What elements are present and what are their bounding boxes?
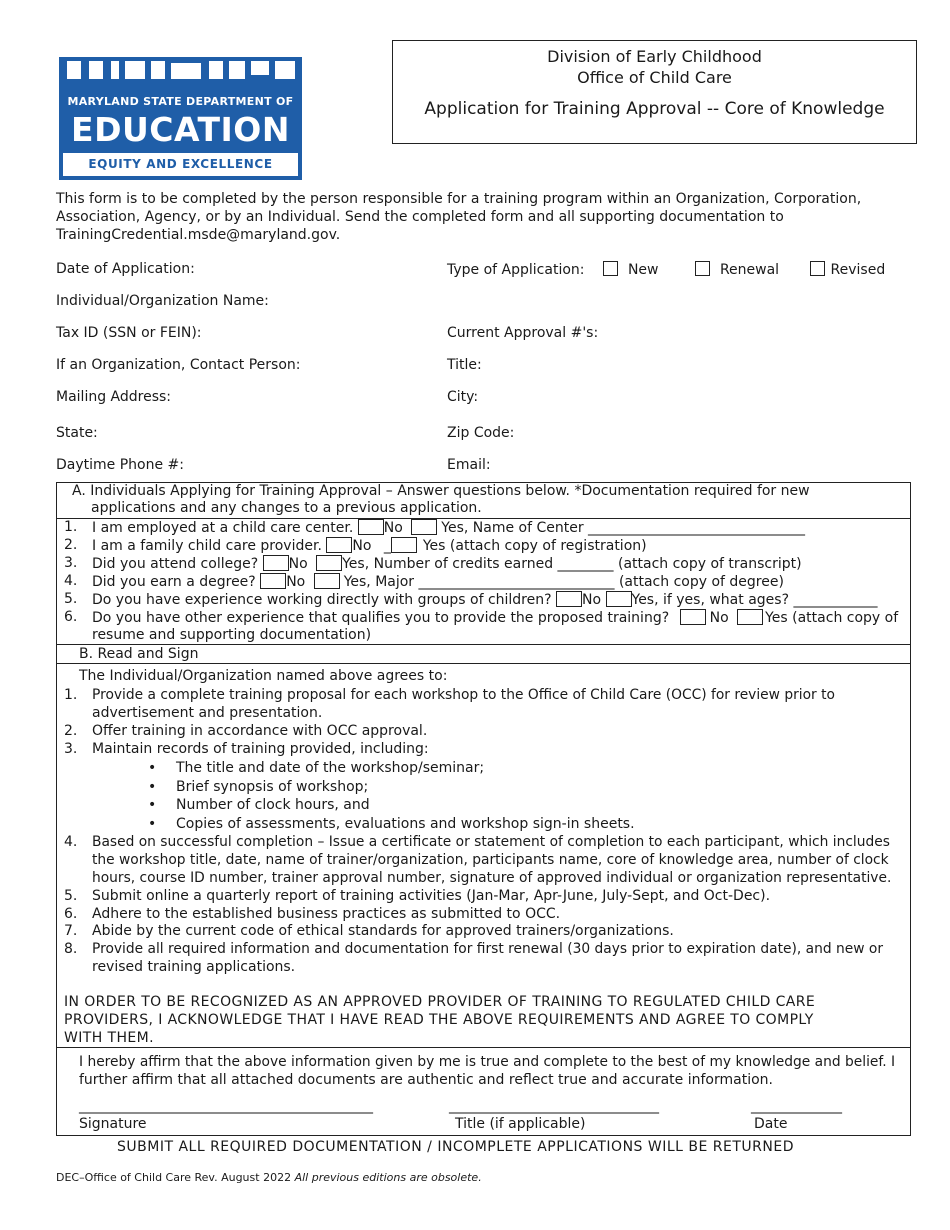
q3-no-box[interactable] (263, 555, 289, 571)
q5-yes-box[interactable] (606, 591, 632, 607)
item-3: Maintain records of training provided, including: (92, 741, 429, 757)
city-label: City: (447, 389, 479, 405)
office-name: Office of Child Care (577, 68, 732, 87)
q2-no-box[interactable] (326, 537, 352, 553)
obsolete-note: All previous editions are obsolete. (294, 1171, 482, 1184)
date-line[interactable]: _____________ (751, 1098, 842, 1114)
new-label: New (627, 262, 659, 278)
q3-num: 3. (64, 555, 78, 571)
org-name-label: Individual/Organization Name: (56, 293, 269, 309)
bullet-1: The title and date of the workshop/seminar; (176, 760, 485, 776)
section-a-heading-cont: applications and any changes to a previous application. (91, 500, 482, 516)
item-2: Offer training in accordance with OCC approval. (92, 723, 428, 739)
q6-yes-box[interactable] (737, 609, 763, 625)
section-a-heading: A. Individuals Applying for Training Approval – Answer questions below. *Documentation required for new (72, 483, 810, 499)
question-2 (92, 537, 647, 554)
bullet-icon: • (148, 760, 157, 776)
q2-no: No (352, 538, 372, 554)
item-8: Provide all required information and documentation for first renewal (30 days prior to expiration date), and new or (92, 941, 884, 957)
section-b-heading: B. Read and Sign (79, 646, 199, 662)
bullet-4: Copies of assessments, evaluations and workshop sign-in sheets. (176, 816, 635, 832)
item-5: Submit online a quarterly report of training activities (Jan-Mar, Apr-June, July-Sept, and Oct-Dec). (92, 888, 771, 904)
q3-yes: Yes, Number of credits earned ________ (attach copy of transcript) (342, 556, 802, 572)
q4-no: No (286, 574, 306, 590)
affirm-line: I hereby affirm that the above information given by me is true and complete to the best of my knowledge and belief. I (79, 1054, 896, 1070)
contact-person-label: If an Organization, Contact Person: (56, 357, 301, 373)
q6-no-box[interactable] (680, 609, 706, 625)
approval-number-label: Current Approval #'s: (447, 325, 599, 341)
q1-text: I am employed at a child care center. (92, 520, 354, 536)
q2-text: I am a family child care provider. (92, 538, 322, 554)
q6-text: Do you have other experience that qualifies you to provide the proposed training? (92, 610, 670, 626)
q3-text: Did you attend college? (92, 556, 259, 572)
q1-no-box[interactable] (358, 519, 384, 535)
q4-no-box[interactable] (260, 573, 286, 589)
submit-notice: SUBMIT ALL REQUIRED DOCUMENTATION / INCOMPLETE APPLICATIONS WILL BE RETURNED (117, 1139, 795, 1155)
q5-yes: Yes, if yes, what ages? ____________ (631, 592, 878, 608)
item-4-cont: hours, course ID number, trainer approval number, signature of approved individual or organization representative. (92, 870, 892, 886)
acknowledgement-caps: PROVIDERS, I ACKNOWLEDGE THAT I HAVE READ THE ABOVE REQUIREMENTS AND AGREE TO COMPLY (64, 1012, 814, 1028)
type-of-application (447, 261, 885, 278)
q2-num: 2. (64, 537, 78, 553)
q4-text: Did you earn a degree? (92, 574, 256, 590)
question-4 (92, 573, 784, 590)
title-line[interactable]: ______________________________ (449, 1098, 659, 1114)
logo-line1: MARYLAND STATE DEPARTMENT OF (67, 95, 294, 108)
divider (56, 644, 911, 645)
q1-yes: Yes, Name of Center _______________________________ (441, 520, 806, 536)
date-label: Date (754, 1116, 788, 1132)
phone-label: Daytime Phone #: (56, 457, 184, 473)
q5-no: No (582, 592, 602, 608)
zip-label: Zip Code: (447, 425, 515, 441)
q6-cont: resume and supporting documentation) (92, 627, 372, 643)
new-checkbox[interactable] (603, 261, 618, 276)
q4-num: 4. (64, 573, 78, 589)
item-1-num: 1. (64, 687, 78, 703)
affirm-line: further affirm that all attached documents are authentic and reflect true and accurate information. (79, 1072, 773, 1088)
logo-tagline: EQUITY AND EXCELLENCE (63, 153, 298, 176)
signature-line[interactable]: __________________________________________ (79, 1098, 373, 1114)
intro-line: Association, Agency, or by an Individual. Send the completed form and all supporting documentation to (56, 209, 784, 225)
item-6-num: 6. (64, 906, 78, 922)
question-6 (92, 609, 898, 626)
msde-logo (59, 57, 302, 180)
q2-underscore: _ (383, 538, 391, 554)
title-if-applicable-label: Title (if applicable) (455, 1116, 586, 1132)
bullet-icon: • (148, 779, 157, 795)
item-7-num: 7. (64, 923, 78, 939)
question-3 (92, 555, 802, 572)
revised-label: Revised (830, 262, 886, 278)
item-2-num: 2. (64, 723, 78, 739)
section-b-intro: The Individual/Organization named above agrees to: (79, 668, 448, 684)
q5-text: Do you have experience working directly with groups of children? (92, 592, 552, 608)
q6-num: 6. (64, 609, 78, 625)
intro-email[interactable]: TrainingCredential.msde@maryland.gov. (56, 227, 341, 243)
q3-no: No (288, 556, 308, 572)
q2-yes-box[interactable] (391, 537, 417, 553)
q1-yes-box[interactable] (411, 519, 437, 535)
q1-no: No (383, 520, 403, 536)
item-4-cont: the workshop title, date, name of trainer/organization, participants name, core of knowledge area, number of clock (92, 852, 889, 868)
q6-yes: Yes (attach copy of (765, 610, 899, 626)
item-6: Adhere to the established business practices as submitted to OCC. (92, 906, 561, 922)
renewal-label: Renewal (719, 262, 780, 278)
item-3-num: 3. (64, 741, 78, 757)
title-label: Title: (447, 357, 482, 373)
state-label: State: (56, 425, 98, 441)
revised-checkbox[interactable] (810, 261, 825, 276)
q2-yes: Yes (attach copy of registration) (422, 538, 647, 554)
logo-flag-icon (59, 57, 302, 87)
question-5 (92, 591, 877, 608)
signature-label: Signature (79, 1116, 147, 1132)
item-8-num: 8. (64, 941, 78, 957)
logo-line2: EDUCATION (71, 110, 290, 149)
q4-yes: Yes, Major ____________________________ (attach copy of degree) (343, 574, 784, 590)
item-7: Abide by the current code of ethical standards for approved trainers/organizations. (92, 923, 674, 939)
mailing-address-label: Mailing Address: (56, 389, 172, 405)
acknowledgement-caps: IN ORDER TO BE RECOGNIZED AS AN APPROVED PROVIDER OF TRAINING TO REGULATED CHILD CARE (64, 994, 816, 1010)
division-name: Division of Early Childhood (547, 47, 762, 66)
q3-yes-box[interactable] (316, 555, 342, 571)
q4-yes-box[interactable] (314, 573, 340, 589)
q5-no-box[interactable] (556, 591, 582, 607)
form-title: Application for Training Approval -- Core of Knowledge (424, 99, 885, 119)
date-of-application-label: Date of Application: (56, 261, 195, 277)
q1-num: 1. (64, 519, 78, 535)
q6-no: No (709, 610, 729, 626)
revision-text: DEC–Office of Child Care Rev. August 2022 (56, 1171, 292, 1184)
q5-num: 5. (64, 591, 78, 607)
divider (56, 1047, 911, 1048)
intro-text (56, 190, 861, 244)
bullet-2: Brief synopsis of workshop; (176, 779, 369, 795)
tax-id-label: Tax ID (SSN or FEIN): (56, 325, 202, 341)
question-1 (92, 519, 805, 536)
item-1: Provide a complete training proposal for each workshop to the Office of Child Care (OCC) for review prior to (92, 687, 835, 703)
intro-line: This form is to be completed by the person responsible for a training program within an Organization, Corporation, (56, 191, 862, 207)
item-1-cont: advertisement and presentation. (92, 705, 323, 721)
acknowledgement-caps: WITH THEM. (64, 1030, 154, 1046)
revision-note (56, 1171, 482, 1184)
item-8-cont: revised training applications. (92, 959, 296, 975)
email-label: Email: (447, 457, 491, 473)
type-label: Type of Application: (447, 262, 585, 278)
form-header (392, 40, 917, 144)
bullet-icon: • (148, 816, 157, 832)
renewal-checkbox[interactable] (695, 261, 710, 276)
item-4-num: 4. (64, 834, 78, 850)
bullet-3: Number of clock hours, and (176, 797, 370, 813)
divider (56, 663, 911, 664)
item-4: Based on successful completion – Issue a certificate or statement of completion to each participant, which includes (92, 834, 890, 850)
item-5-num: 5. (64, 888, 78, 904)
bullet-icon: • (148, 797, 157, 813)
